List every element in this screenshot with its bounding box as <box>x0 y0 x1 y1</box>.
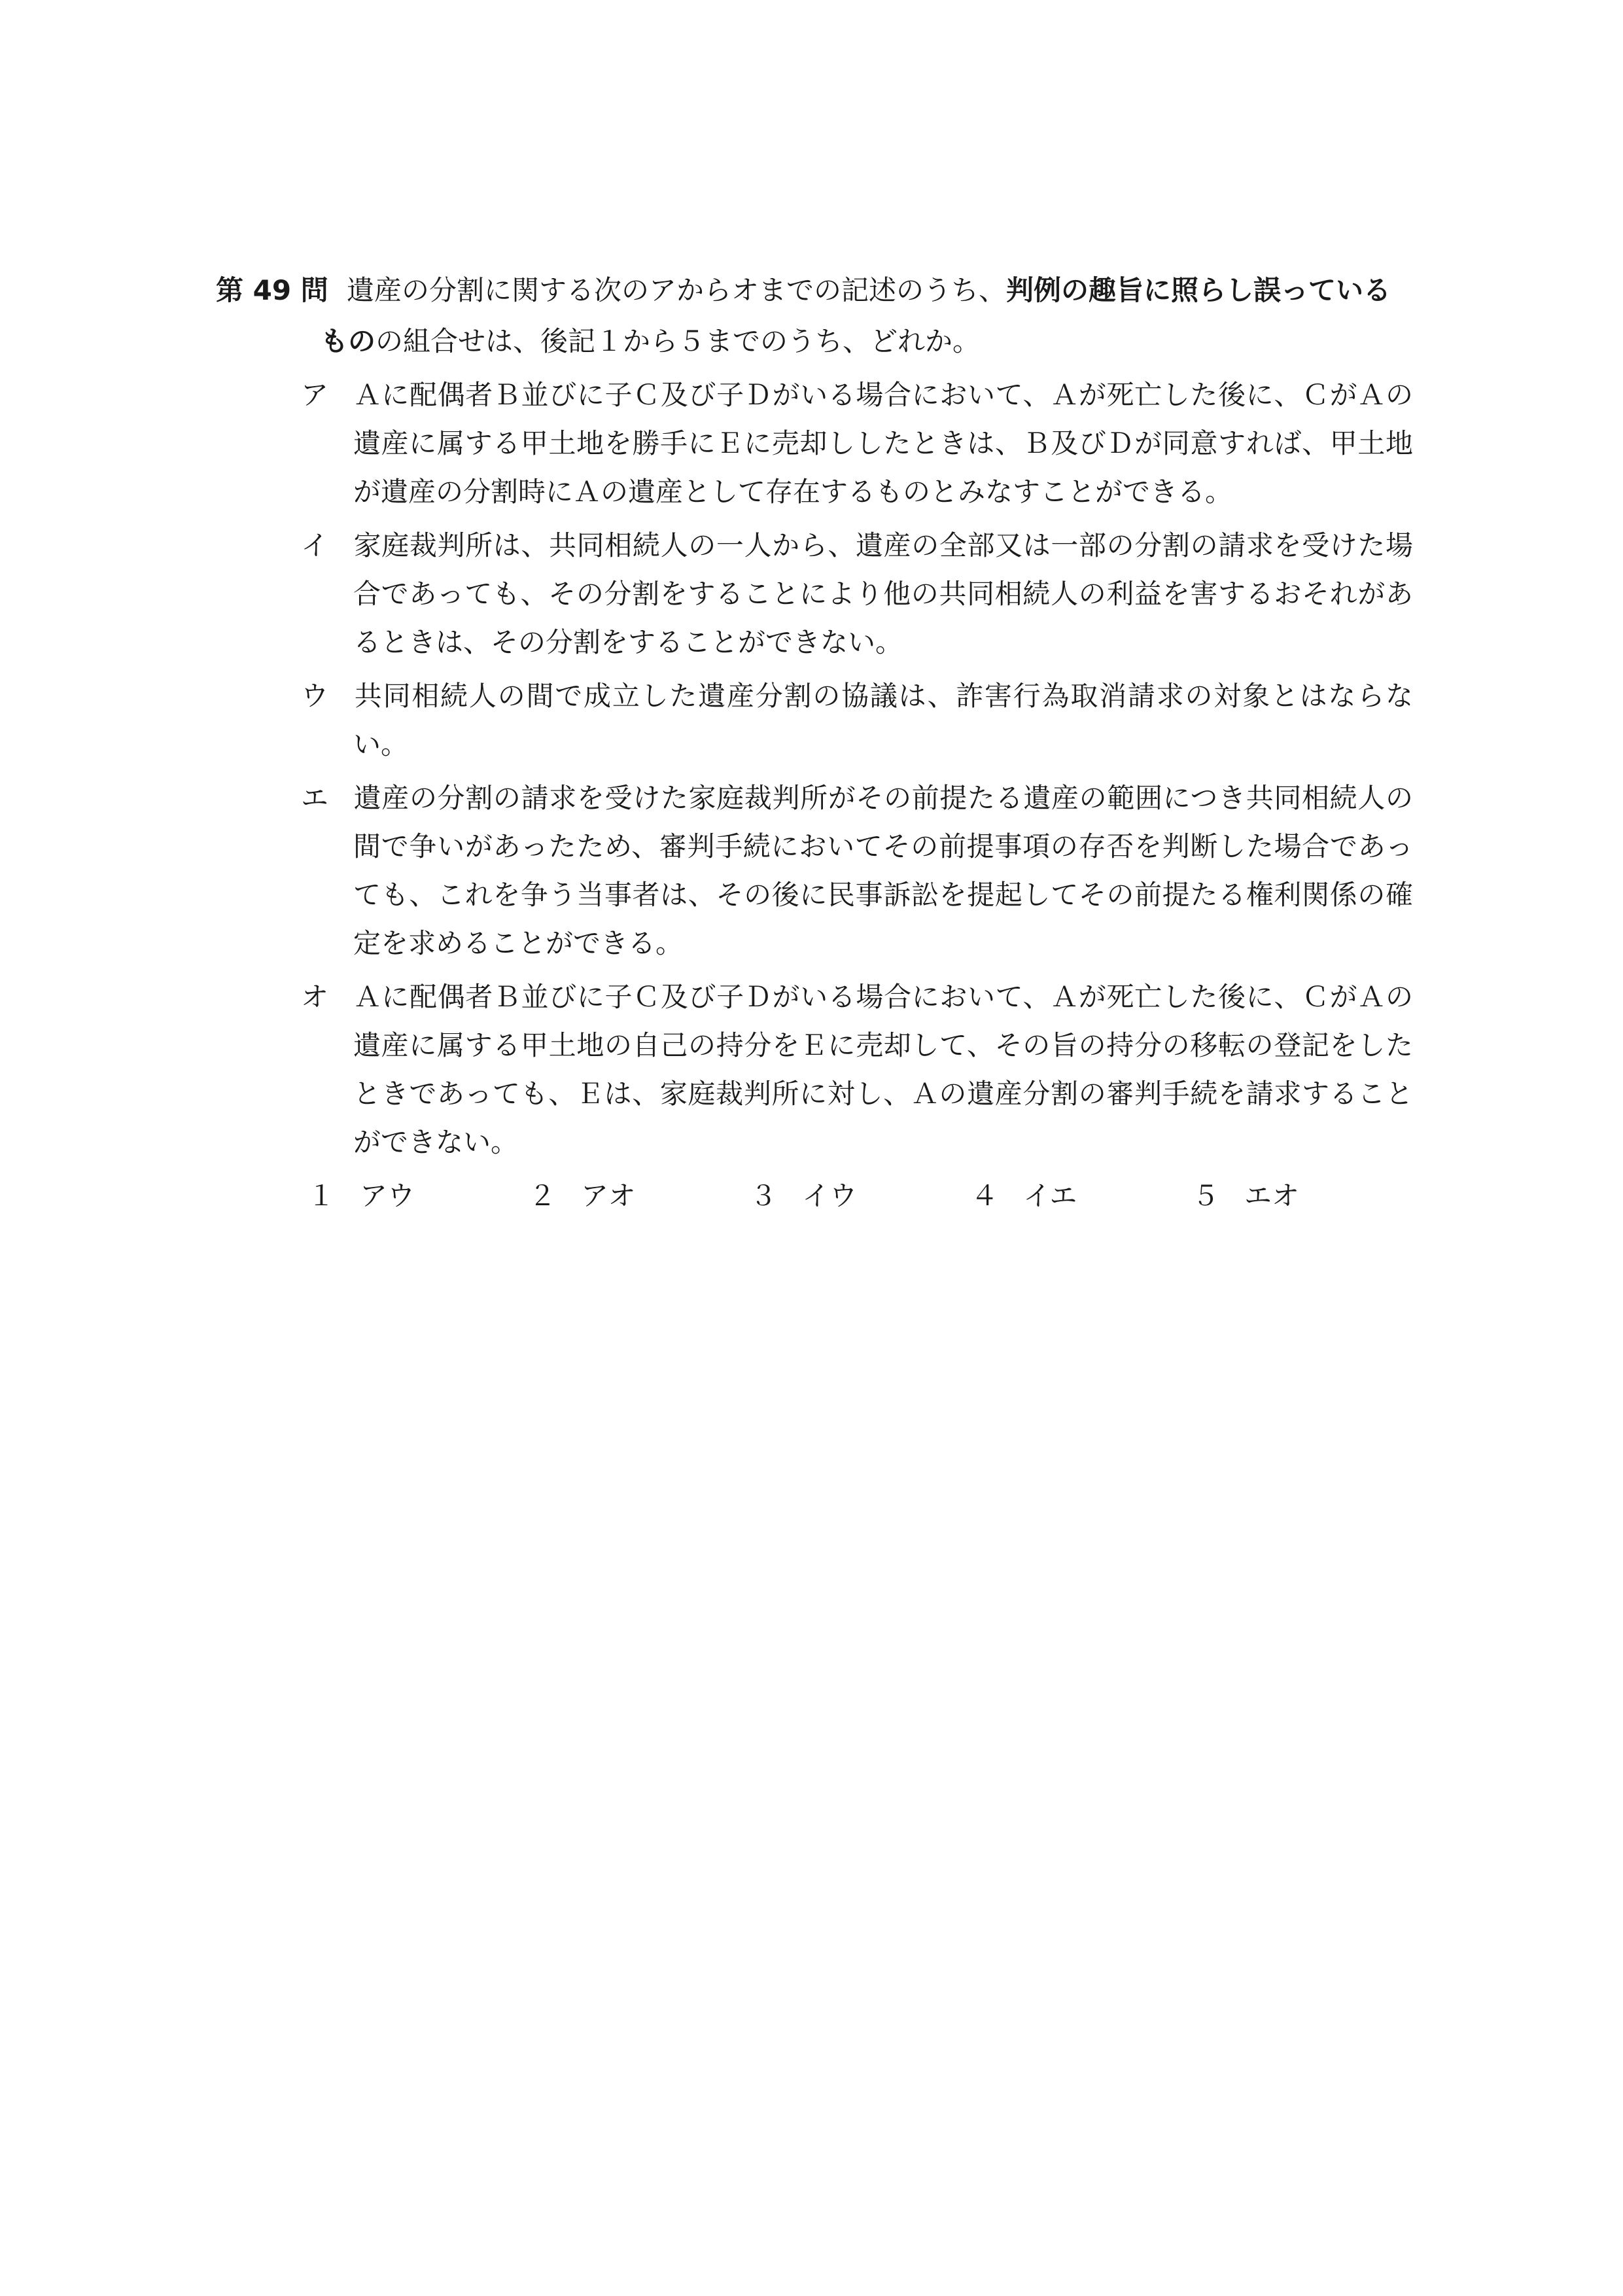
statement-label: オ <box>301 981 329 1013</box>
answer-choice-2 <box>529 1172 750 1220</box>
statement-i <box>301 521 1413 667</box>
statement-a <box>301 371 1413 516</box>
answer-choice-1 <box>307 1172 529 1220</box>
choice-number: ２ <box>529 1180 557 1212</box>
question-header <box>216 265 1413 367</box>
statement-text: 共同相続人の間で成立した遺産分割の協議は、詐害行為取消請求の対象とはならない。 <box>353 680 1413 760</box>
choice-number: １ <box>307 1180 336 1212</box>
choice-combo: イエ <box>1023 1180 1077 1212</box>
answer-choice-5 <box>1192 1172 1413 1220</box>
statement-label: ア <box>301 379 329 411</box>
statement-o <box>301 973 1413 1167</box>
choice-combo: エオ <box>1244 1180 1300 1212</box>
statement-e <box>301 774 1413 968</box>
answer-choice-3 <box>750 1172 971 1220</box>
statement-u <box>301 672 1413 769</box>
question-prompt-part2: の組合せは、後記１から５までのうち、どれか。 <box>375 325 981 357</box>
choice-number: ５ <box>1192 1180 1220 1212</box>
question-block <box>216 265 1413 1220</box>
question-number: 第 49 問 <box>216 274 328 306</box>
choice-combo: アウ <box>360 1180 415 1212</box>
choice-number: ４ <box>971 1180 999 1212</box>
statement-text: 家庭裁判所は、共同相続人の一人から、遺産の全部又は一部の分割の請求を受けた場合であっても、その分割をすることにより他の共同相続人の利益を害するおそれがあるときは、その分割をすることができない。 <box>353 529 1413 658</box>
statement-list <box>216 371 1413 1167</box>
choice-combo: イウ <box>802 1180 858 1212</box>
statement-text: 遺産の分割の請求を受けた家庭裁判所がその前提たる遺産の範囲につき共同相続人の間で争いがあったため、審判手続においてその前提事項の存否を判断した場合であっても、これを争う当事者は、その後に民事訴訟を提起してその前提たる権利関係の確定を求めることができる。 <box>353 782 1413 959</box>
answer-choice-4 <box>971 1172 1192 1220</box>
statement-text: Ａに配偶者Ｂ並びに子Ｃ及び子Ｄがいる場合において、Ａが死亡した後に、ＣがＡの遺産に属する甲土地の自己の持分をＥに売却して、その旨の持分の移転の登記をしたときであっても、Ｅは、家庭裁判所に対し、Ａの遺産分割の審判手続を請求することができない。 <box>353 981 1413 1158</box>
statement-label: エ <box>301 782 329 814</box>
choice-combo: アオ <box>581 1180 636 1212</box>
answer-choices <box>216 1172 1413 1220</box>
statement-label: ウ <box>301 680 329 712</box>
choice-number: ３ <box>750 1180 778 1212</box>
statement-label: イ <box>301 529 329 561</box>
question-prompt-part1: 遺産の分割に関する次のアからオまでの記述のうち、 <box>347 274 1007 306</box>
question-prompt-emphasis: 判例の趣旨に照らし誤っているもの <box>321 274 1391 357</box>
statement-text: Ａに配偶者Ｂ並びに子Ｃ及び子Ｄがいる場合において、Ａが死亡した後に、ＣがＡの遺産に属する甲土地を勝手にＥに売却ししたときは、Ｂ及びＤが同意すれば、甲土地が遺産の分割時にＡの遺産として存在するものとみなすことができる。 <box>353 379 1413 508</box>
